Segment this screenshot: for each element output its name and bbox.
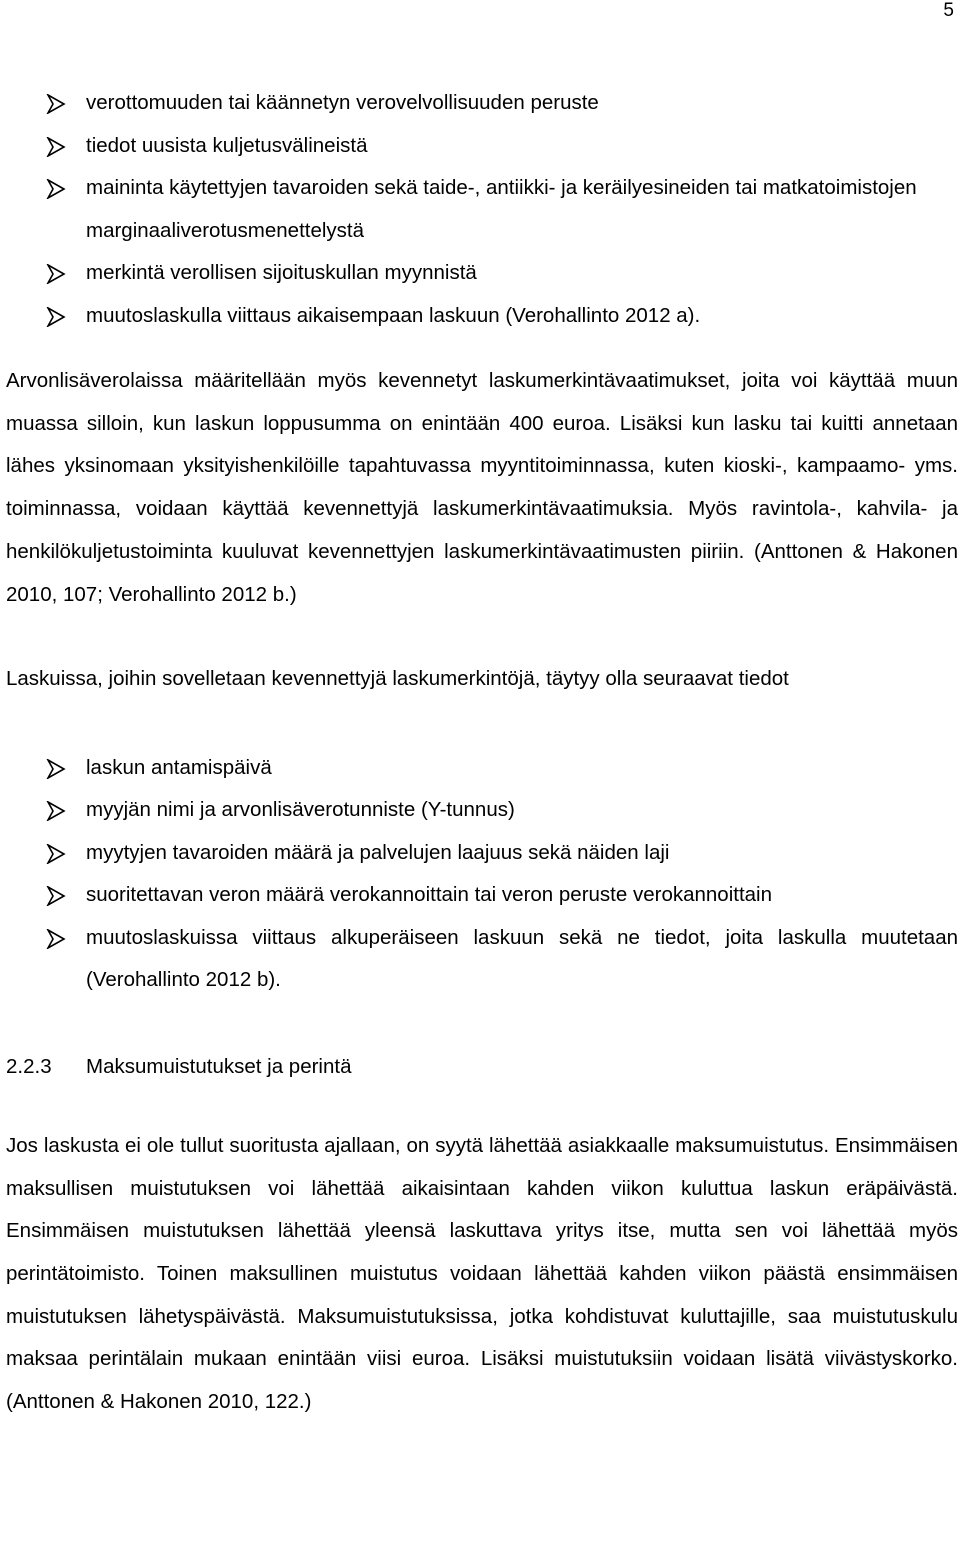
arrowhead-bullet-icon [46, 759, 66, 779]
list-item [6, 125, 958, 168]
arrowhead-bullet-icon [46, 886, 66, 906]
list-item [6, 917, 958, 1002]
arrowhead-bullet-icon [46, 94, 66, 114]
arrowhead-bullet-icon [46, 801, 66, 821]
arrowhead-bullet-icon [46, 929, 66, 949]
body-paragraph: Arvonlisäverolaissa määritellään myös kevennetyt laskumerkintävaatimukset, joita voi käyttää muun muassa silloin, kun laskun loppusumma on enintään 400 euroa. Lisäksi kun lasku tai kuitti annetaan lähes yksinomaan yksityishenkilöille tapahtuvassa myyntitoiminnassa, kuten kioski-, kampaamo- yms. toiminnassa, voidaan käyttää kevennettyjä laskumerkintävaatimuksia. Myös ravintola-, kahvila- ja henkilökuljetustoiminta kuuluvat kevennettyjen laskumerkintävaatimusten piiriin. (Anttonen & Hakonen 2010, 107; Verohallinto 2012 b.) [6, 369, 958, 606]
list-item-text: merkintä verollisen sijoituskullan myynnistä [86, 261, 477, 284]
body-paragraph: Laskuissa, joihin sovelletaan kevennettyjä laskumerkintöjä, täytyy olla seuraavat tiedot [6, 667, 789, 691]
list-item-text: suoritettavan veron määrä verokannoittain tai veron peruste verokannoittain [86, 883, 773, 907]
document-body [6, 82, 958, 1424]
list-item [6, 789, 958, 832]
section-title: Maksumuistutukset ja perintä [86, 1054, 352, 1078]
list-item [6, 832, 958, 875]
list-item-text: muutoslaskuissa viittaus alkuperäiseen laskuun sekä ne tiedot, joita laskulla muutetaan (Verohallinto 2012 b). [86, 925, 958, 992]
arrowhead-bullet-icon [46, 307, 66, 327]
list-item [6, 747, 958, 790]
list-item-text: laskun antamispäivä [86, 755, 272, 779]
arrowhead-bullet-icon [46, 179, 66, 199]
list-item [6, 82, 958, 125]
list-item-text: muutoslaskulla viittaus aikaisempaan laskuun (Verohallinto 2012 a). [86, 303, 701, 327]
list-item-text: maininta käytettyjen tavaroiden sekä taide-, antiikki- ja keräilyesineiden tai matkatoimistojen marginaaliverotusmenettelystä [86, 176, 917, 242]
body-paragraph: Jos laskusta ei ole tullut suoritusta ajallaan, on syytä lähettää asiakkaalle maksumuistutus. Ensimmäisen maksullisen muistutuksen voi lähettää aikaisintaan kahden viikon kuluttua laskun eräpäivästä. Ensimmäisen muistutuksen lähettää yleensä laskuttava yritys itse, mutta sen voi lähettää myös perintätoimisto. Toinen maksullinen muistutus voidaan lähettää kahden viikon päästä ensimmäisen muistutuksen lähetyspäivästä. Maksumuistutuksissa, jotka kohdistuvat kuluttajille, saa muistutuskulu maksaa perintälain mukaan enintään viisi euroa. Lisäksi muistutuksiin voidaan lisätä viivästyskorko. (Anttonen & Hakonen 2010, 122.) [6, 1133, 958, 1414]
list-item-text: myyjän nimi ja arvonlisäverotunniste (Y-tunnus) [86, 798, 515, 822]
section-heading [6, 1046, 958, 1088]
list-item-text: verottomuuden tai käännetyn verovelvollisuuden peruste [86, 91, 599, 114]
list-item [6, 295, 958, 338]
simplified-requirements-list [6, 747, 958, 1002]
page-number: 5 [943, 0, 954, 21]
list-item-text: myytyjen tavaroiden määrä ja palvelujen laajuus sekä näiden laji [86, 840, 670, 864]
arrowhead-bullet-icon [46, 844, 66, 864]
list-item-text: tiedot uusista kuljetusvälineistä [86, 133, 368, 157]
list-item [6, 874, 958, 917]
arrowhead-bullet-icon [46, 137, 66, 157]
arrowhead-bullet-icon [46, 264, 66, 284]
list-item [6, 167, 958, 252]
section-number: 2.2.3 [6, 1054, 52, 1078]
list-item [6, 252, 958, 295]
requirements-list [6, 82, 958, 337]
